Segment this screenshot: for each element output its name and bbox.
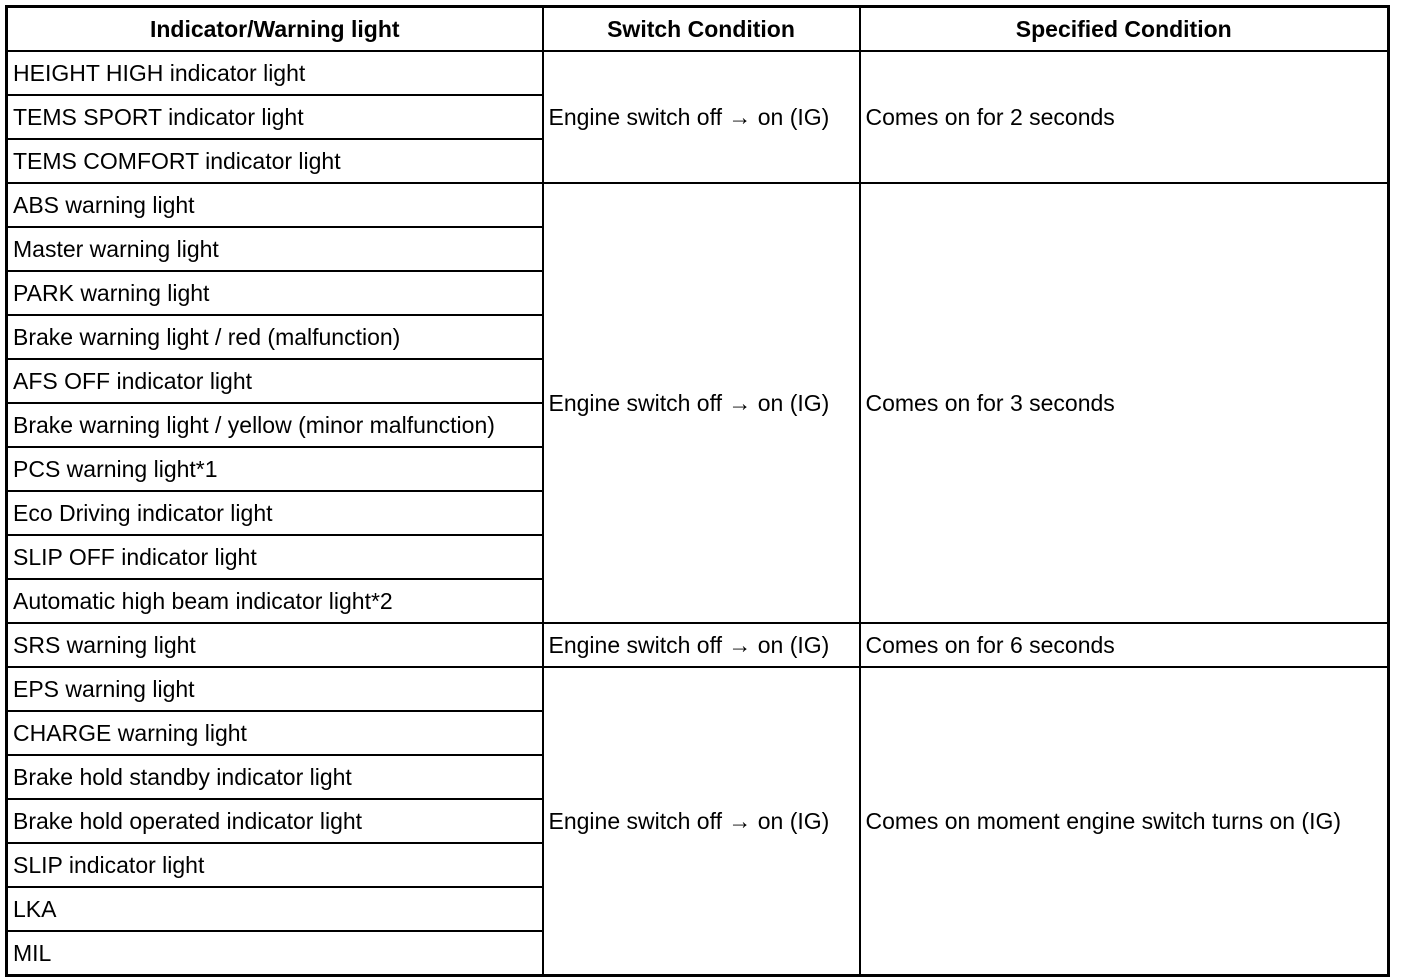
indicator-light-cell: Master warning light [7,227,543,271]
specified-condition-cell: Comes on for 3 seconds [860,183,1389,623]
indicator-light-cell: SRS warning light [7,623,543,667]
switch-condition-cell: Engine switch off → on (IG) [543,667,860,976]
specified-condition-cell: Comes on moment engine switch turns on (IG) [860,667,1389,976]
table-row [7,51,1389,95]
indicator-light-cell: EPS warning light [7,667,543,711]
indicator-light-cell: PCS warning light*1 [7,447,543,491]
indicator-light-cell: Eco Driving indicator light [7,491,543,535]
indicator-light-cell: Brake hold standby indicator light [7,755,543,799]
indicator-light-cell: HEIGHT HIGH indicator light [7,51,543,95]
indicator-light-cell: TEMS COMFORT indicator light [7,139,543,183]
indicator-light-cell: SLIP indicator light [7,843,543,887]
indicator-light-cell: CHARGE warning light [7,711,543,755]
indicator-light-cell: ABS warning light [7,183,543,227]
indicator-light-cell: Brake warning light / yellow (minor malfunction) [7,403,543,447]
indicator-light-cell: AFS OFF indicator light [7,359,543,403]
switch-condition-cell: Engine switch off → on (IG) [543,183,860,623]
table-row [7,623,1389,667]
table-header-row [7,7,1389,52]
table-row [7,183,1389,227]
specified-condition-cell: Comes on for 6 seconds [860,623,1389,667]
switch-condition-cell: Engine switch off → on (IG) [543,51,860,183]
indicator-light-cell: MIL [7,931,543,976]
indicator-light-cell: Brake warning light / red (malfunction) [7,315,543,359]
indicator-spec-table [5,5,1390,977]
indicator-light-cell: LKA [7,887,543,931]
table-body [7,51,1389,976]
header-switch-condition: Switch Condition [543,7,860,52]
table-row [7,667,1389,711]
indicator-light-cell: Automatic high beam indicator light*2 [7,579,543,623]
indicator-light-cell: Brake hold operated indicator light [7,799,543,843]
indicator-light-cell: TEMS SPORT indicator light [7,95,543,139]
header-specified-condition: Specified Condition [860,7,1389,52]
specified-condition-cell: Comes on for 2 seconds [860,51,1389,183]
header-indicator-warning-light: Indicator/Warning light [7,7,543,52]
indicator-light-cell: PARK warning light [7,271,543,315]
indicator-light-cell: SLIP OFF indicator light [7,535,543,579]
switch-condition-cell: Engine switch off → on (IG) [543,623,860,667]
